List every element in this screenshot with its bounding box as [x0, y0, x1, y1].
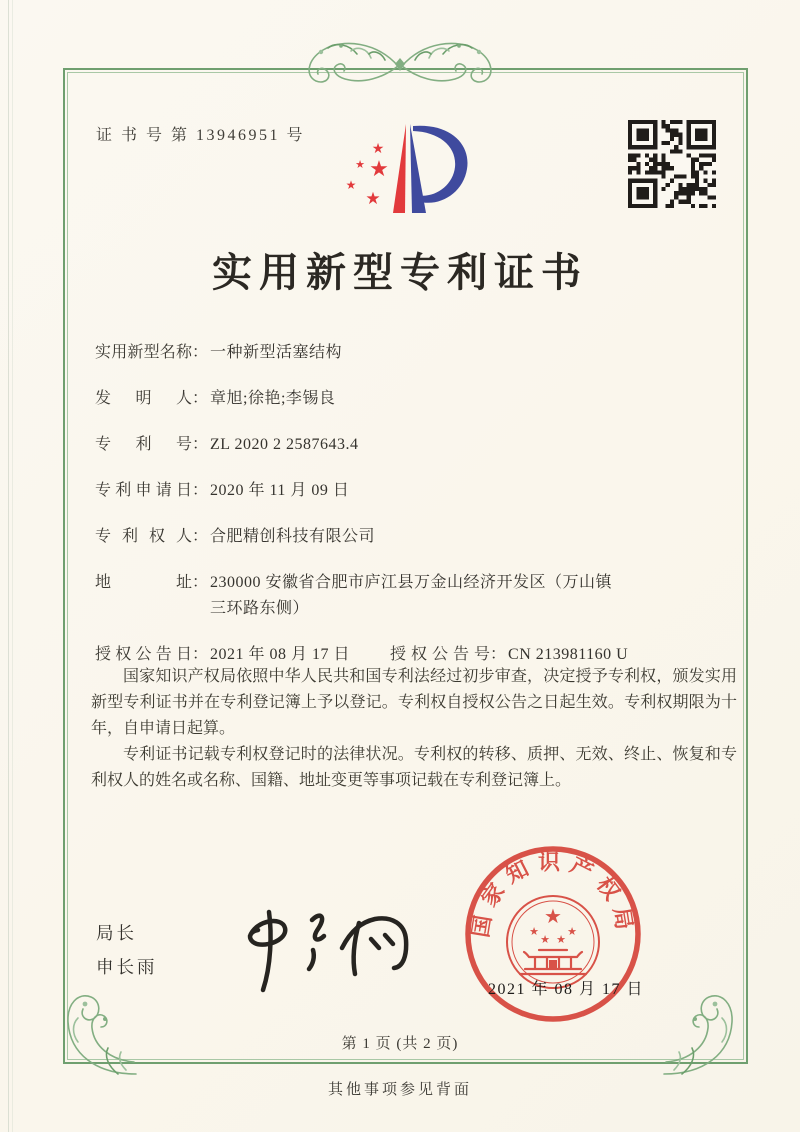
field-row-address — [95, 570, 715, 622]
field-colon: ： — [192, 528, 209, 545]
field-row-name — [95, 340, 715, 366]
scan-left-edge — [8, 0, 13, 1132]
field-colon: ： — [192, 436, 209, 453]
national-emblem — [507, 896, 599, 988]
director-title: 局长 — [96, 923, 137, 943]
field-colon: ： — [490, 646, 507, 663]
field-value: 一种新型活塞结构 — [210, 344, 343, 361]
field-label: 专利申请日 — [95, 482, 192, 499]
back-note: 其他事项参见背面 — [327, 1082, 472, 1098]
grant-date-value: 2021 年 08 月 17 日 — [210, 646, 351, 663]
qr-code — [628, 120, 716, 208]
svg-text:★: ★ — [365, 189, 381, 209]
field-colon: ： — [192, 574, 209, 591]
field-colon: ： — [192, 390, 209, 407]
field-row-patent-number — [95, 432, 715, 458]
director-name: 申长雨 — [96, 957, 158, 977]
field-label: 地址 — [95, 574, 192, 591]
seal-date: 2021 年 08 月 17 日 — [488, 981, 645, 998]
page-indicator: 第 1 页 (共 2 页) — [341, 1036, 459, 1052]
director-block — [96, 916, 158, 984]
svg-text:★: ★ — [369, 157, 389, 182]
svg-text:★: ★ — [544, 904, 562, 928]
director-signature — [212, 884, 437, 994]
svg-text:★: ★ — [540, 933, 550, 946]
field-colon: ： — [192, 482, 209, 499]
svg-text:★: ★ — [556, 933, 566, 946]
legal-paragraph-1: 国家知识产权局依照中华人民共和国专利法经过初步审查，决定授予专利权，颁发实用新型专利证书并在专利登记簿上予以登记。专利权自授权公告之日起生效。专利权期限为十年，自申请日起算。 — [91, 668, 737, 737]
field-value: 章旭;徐艳;李锡良 — [210, 390, 336, 407]
field-value: 合肥精创科技有限公司 — [210, 528, 376, 545]
field-value: ZL 2020 2 2587643.4 — [210, 436, 359, 453]
certificate-number: 证 书 号 第 13946951 号 — [96, 127, 306, 144]
svg-text:★: ★ — [371, 141, 385, 157]
seal-text: 国家知识产权局 — [467, 849, 639, 940]
field-label: 专利号 — [95, 436, 192, 453]
field-value: 2020 年 11 月 09 日 — [210, 482, 350, 499]
grant-number-value: CN 213981160 U — [508, 646, 629, 663]
svg-text:★: ★ — [529, 925, 539, 938]
field-list — [95, 340, 715, 688]
legal-text — [91, 664, 737, 794]
cnipa-logo — [333, 112, 483, 224]
svg-text:★: ★ — [567, 925, 577, 938]
grant-date-label: 授权公告日 — [95, 646, 192, 663]
field-label: 实用新型名称 — [95, 344, 192, 361]
field-row-patentee — [95, 524, 715, 550]
top-flourish-ornament — [285, 26, 515, 92]
certificate-title: 实用新型专利证书 — [212, 250, 588, 295]
field-colon: ： — [192, 646, 209, 663]
grant-number-label: 授权公告号 — [390, 646, 491, 663]
field-value: 230000 安徽省合肥市庐江县万金山经济开发区（万山镇三环路东侧） — [210, 574, 613, 617]
svg-text:★: ★ — [345, 178, 357, 192]
legal-paragraph-2: 专利证书记载专利权登记时的法律状况。专利权的转移、质押、无效、终止、恢复和专利权人的姓名或名称、国籍、地址变更等事项记载在专利登记簿上。 — [91, 746, 737, 789]
field-row-inventors — [95, 386, 715, 412]
field-colon: ： — [192, 344, 209, 361]
svg-text:★: ★ — [355, 158, 365, 171]
field-label: 专利权人 — [95, 528, 192, 545]
field-row-filing-date — [95, 478, 715, 504]
field-label: 发明人 — [95, 390, 192, 407]
